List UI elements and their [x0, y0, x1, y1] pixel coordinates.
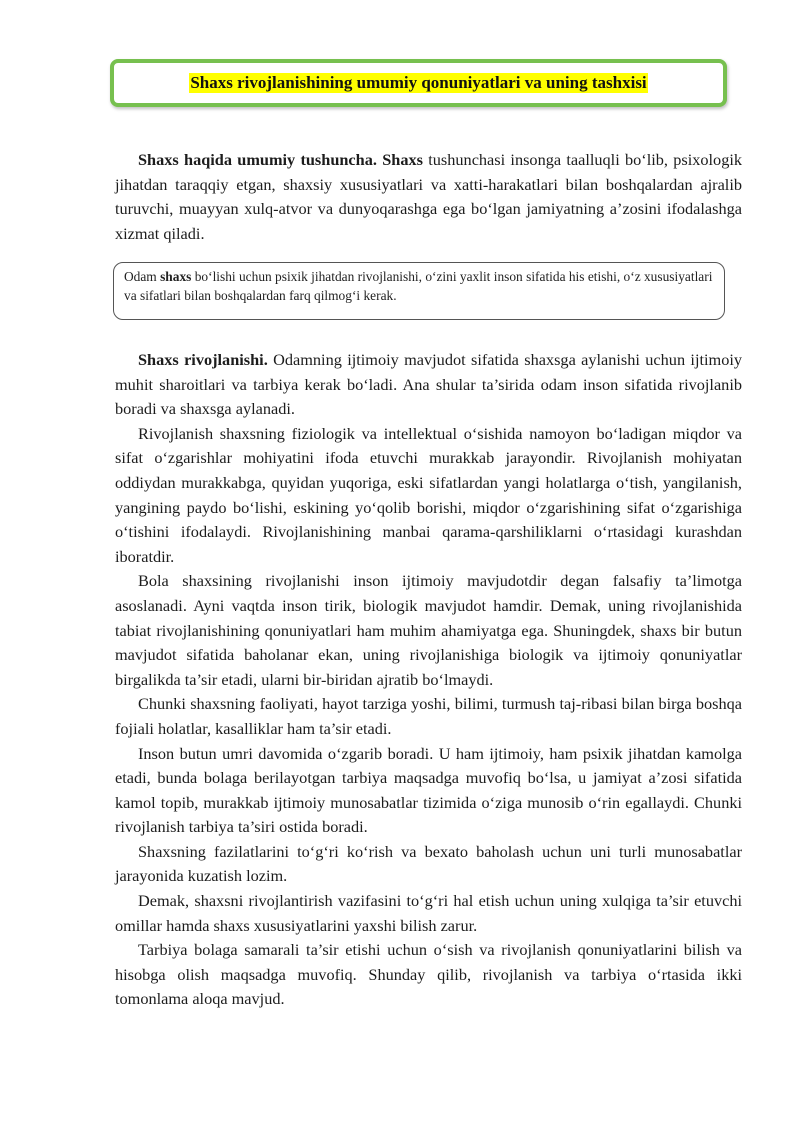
- section-lead-paragraph: [115, 348, 742, 422]
- title-frame: [110, 59, 727, 107]
- callout-pre: Odam: [124, 269, 157, 284]
- intro-text: tushunchasi insonga taalluqli bo‘lib, psixologik jihatdan taraqqiy etgan, shaxsiy xususiyatlari va xatti-harakatlari bilan boshqalardan ajralib turuvchi, muayyan xulq-atvor va dunyoqarashga ega bo‘lgan jamiyatning a’zosini ifodalashga xizmat qiladi.: [115, 150, 743, 243]
- page-title: Shaxs rivojlanishining umumiy qonuniyatlari va uning tashxisi: [190, 73, 647, 92]
- definition-callout: [113, 262, 725, 320]
- main-block: [115, 348, 742, 1012]
- paragraph: Chunki shaxsning faoliyati, hayot tarziga yoshi, bilimi, turmush taj-ribasi bilan birga boshqa fojiali holatlar, kasalliklar ham ta’sir etadi.: [115, 694, 742, 738]
- paragraph: Rivojlanish shaxsning fiziologik va intellektual o‘sishida namoyon bo‘ladigan miqdor va sifat o‘zgarishlar mohiyatini ifoda etuvchi murakkab jarayondir. Rivojlanish mohiyatan oddiydan murakkabga, quyidan yuqoriga, eski sifatlardan yangi holatlarga o‘tish, yangilanish, yangining paydo bo‘lishi, eskining yo‘qolib borishi, miqdor o‘zgarishining sifat o‘zgarishiga o‘tishini ifodalaydi. Rivojlanishining manbai qarama-qarshiliklarni o‘rtasidagi kurashdan iboratdir.: [115, 423, 742, 566]
- paragraph: Inson butun umri davomida o‘zgarib boradi. U ham ijtimoiy, ham psixik jihatdan kamolga etadi, bunda bolaga berilayotgan tarbiya maqsadga muvofiq bo‘lsa, u jamiyat a’zosi sifatida kamol topib, murakkab ijtimoiy munosabatlar tizimida o‘ziga munosib o‘rin egallaydi. Chunki rivojlanish tarbiya ta’siri ostida boradi.: [115, 743, 742, 837]
- intro-bold-term: Shaxs: [382, 150, 423, 169]
- paragraph: Shaxsning fazilatlarini to‘g‘ri ko‘rish va bexato baholash uchun uni turli munosabatlar jarayonida kuzatish lozim.: [115, 841, 742, 886]
- paragraph: Demak, shaxsni rivojlantirish vazifasini to‘g‘ri hal etish uchun uning xulqiga ta’sir etuvchi omillar hamda shaxs xususiyatlarini yaxshi bilish zarur.: [115, 891, 742, 935]
- callout-post: bo‘lishi uchun psixik jihatdan rivojlanishi, o‘zini yaxlit inson sifatida his etishi, o‘z xususiyatlari va sifatlari bilan boshqalardan farq qilmog‘i kerak.: [124, 269, 713, 303]
- section-lead-text: Odamning ijtimoiy mavjudot sifatida shaxsga aylanishi uchun ijtimoiy muhit sharoitlari va tarbiya kerak bo‘ladi. Ana shular ta’sirida odam inson sifatida rivojlanib boradi va shaxsga aylanadi.: [115, 350, 742, 419]
- intro-block: [115, 148, 742, 246]
- section-bold-lead: Shaxs rivojlanishi.: [138, 350, 268, 369]
- paragraph: Bola shaxsining rivojlanishi inson ijtimoiy mavjudotdir degan falsafiy ta’limotga asoslanadi. Ayni vaqtda inson tirik, biologik mavjudot hamdir. Demak, uning rivojlanishida tabiat rivojlanishining qonuniyatlari ham muhim ahamiyatga ega. Shuningdek, shaxs bir butun mavjudot sifatida baholanar ekan, uning rivojlanishiga biologik va ijtimoiy qonuniyatlar birgalikda ta’sir etadi, ularni bir-biridan ajratib bo‘lmaydi.: [115, 571, 742, 689]
- paragraph: Tarbiya bolaga samarali ta’sir etishi uchun o‘sish va rivojlanish qonuniyatlarini bilish va hisobga olish maqsadga muvofiq. Shunday qilib, rivojlanish va tarbiya o‘rtasida ikki tomonlama aloqa mavjud.: [115, 940, 742, 1009]
- callout-bold: shaxs: [160, 269, 192, 284]
- intro-bold-lead: Shaxs haqida umumiy tushuncha.: [138, 150, 377, 169]
- intro-paragraph: [115, 148, 742, 246]
